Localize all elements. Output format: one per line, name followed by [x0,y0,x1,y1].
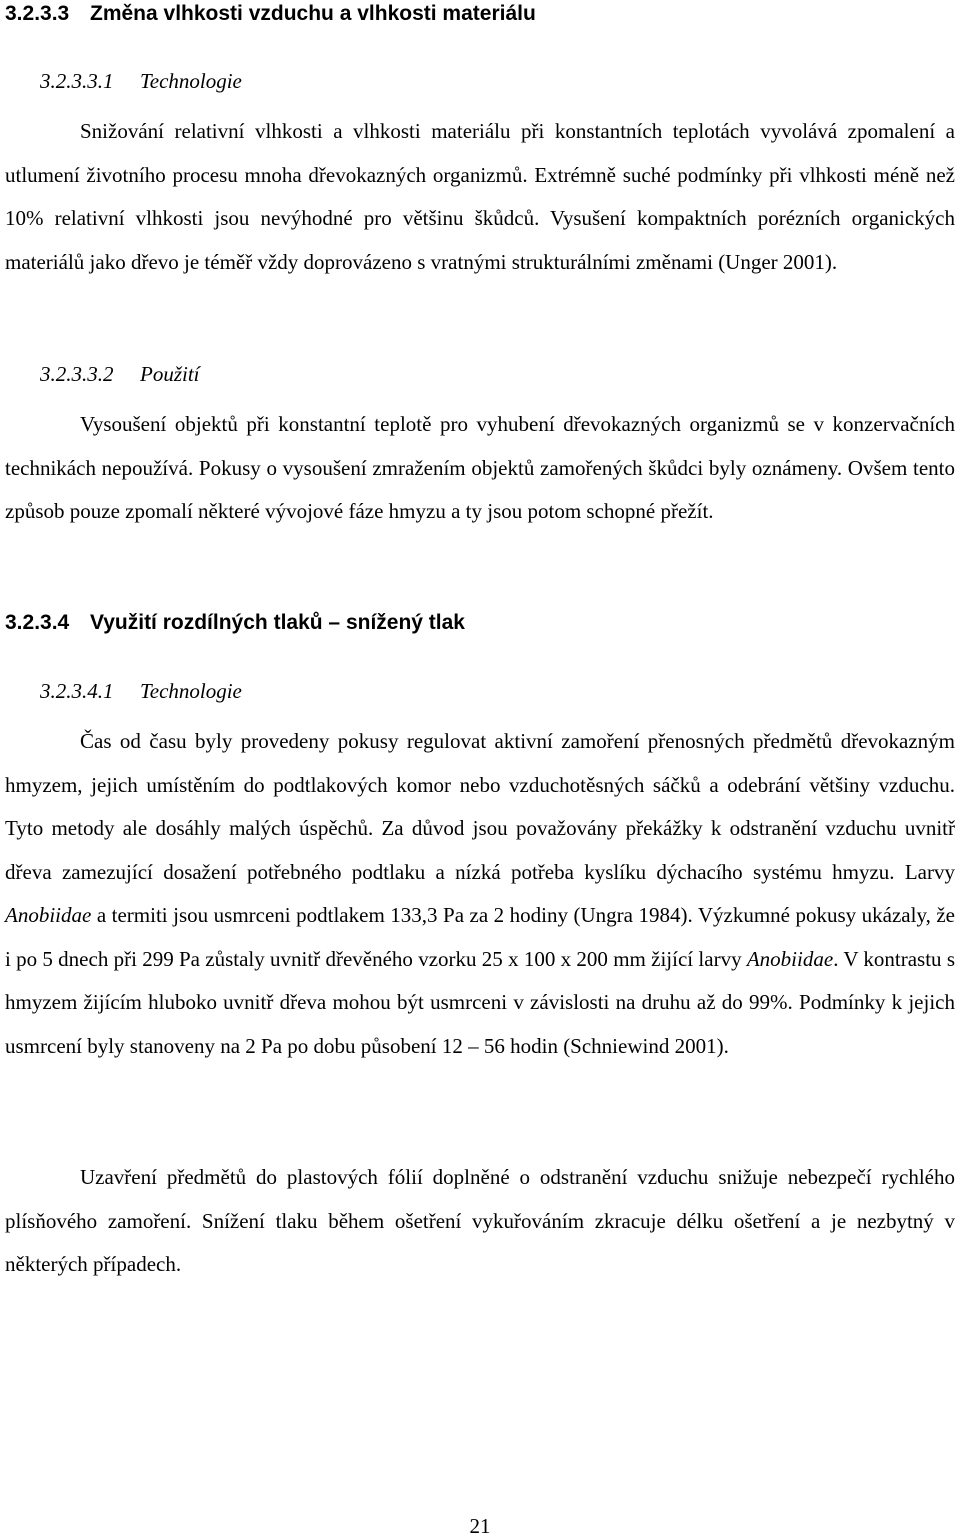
paragraph-humidity-usage: Vysoušení objektů při konstantní teplotě pro vyhubení dřevokazných organizmů se v konzervačních technikách nepoužívá. Pokusy o vysoušení zmražením objektů zamořených škůdci byly oznámeny. Ovšem tento způsob pouze zpomalí některé vývojové fáze hmyzu a ty jsou potom schopné přežít. [5,412,955,523]
subsection-title: Technologie [140,69,242,93]
subsection-heading-3-2-3-4-1 [40,677,242,705]
section-title: Změna vlhkosti vzduchu a vlhkosti materiálu [90,2,536,25]
subsection-title: Použití [140,362,200,386]
subsection-heading-3-2-3-3-1 [40,67,242,95]
subsection-heading-3-2-3-3-2 [40,360,200,388]
paragraph-plastic-foils: Uzavření předmětů do plastových fólií doplněné o odstranění vzduchu snižuje nebezpečí rychlého plísňového zamoření. Snížení tlaku během ošetření vykuřováním zkracuje délku ošetření a je nezbytný v některých případech. [5,1165,955,1276]
text-segment: . V kontrastu s hmyzem žijícím hluboko uvnitř dřeva mohou být usmrceni v závislosti na druhu až do 99%. Podmínky k jejich usmrcení byly stanoveny na 2 Pa po dobu působení 12 – 56 hodin (Schniewind 2001). [5,946,956,1058]
taxon-name: Anobiidae [746,946,834,971]
text-segment: Čas od času byly provedeny pokusy regulovat aktivní zamoření přenosných předmětů dřevokazným hmyzem, jejich umístěním do podtlakových komor nebo vzduchotěsných sáčků a odebrání většiny vzduchu. Tyto metody ale dosáhly malých úspěchů. Za důvod jsou považovány překážky k odstranění vzduchu uvnitř dřeva zamezující dosažení potřebného podtlaku a nízká potřeba kyslíku dýchacího systému hmyzu. Larvy [5,729,955,884]
subsection-number: 3.2.3.3.1 [40,69,114,93]
section-heading-3-2-3-4 [5,609,465,637]
paragraph-pressure-technology [5,720,955,1068]
section-heading-3-2-3-3 [5,0,536,28]
section-number: 3.2.3.4 [5,611,70,634]
section-number: 3.2.3.3 [5,2,70,25]
text-segment: a termiti jsou usmrceni podtlakem 133,3 Pa za 2 hodiny (Ungra 1984). Výzkumné pokusy ukázaly, že i po 5 dnech při 299 Pa zůstaly uvnitř dřevěného vzorku 25 x 100 x 200 mm žijící larvy [5,903,955,971]
subsection-title: Technologie [140,679,242,703]
section-title: Využití rozdílných tlaků – snížený tlak [90,611,465,634]
page-number: 21 [469,1514,491,1538]
subsection-number: 3.2.3.3.2 [40,362,114,386]
subsection-number: 3.2.3.4.1 [40,679,114,703]
paragraph-humidity-technology: Snižování relativní vlhkosti a vlhkosti materiálu při konstantních teplotách vyvolává zpomalení a utlumení životního procesu mnoha dřevokazných organizmů. Extrémně suché podmínky při vlhkosti méně než 10% relativní vlhkosti jsou nevýhodné pro většinu škůdců. Vysušení kompaktních porézních organických materiálů jako dřevo je téměř vždy doprovázeno s vratnými strukturálními změnami (Unger 2001). [5,119,955,274]
taxon-name: Anobiidae [5,903,92,927]
